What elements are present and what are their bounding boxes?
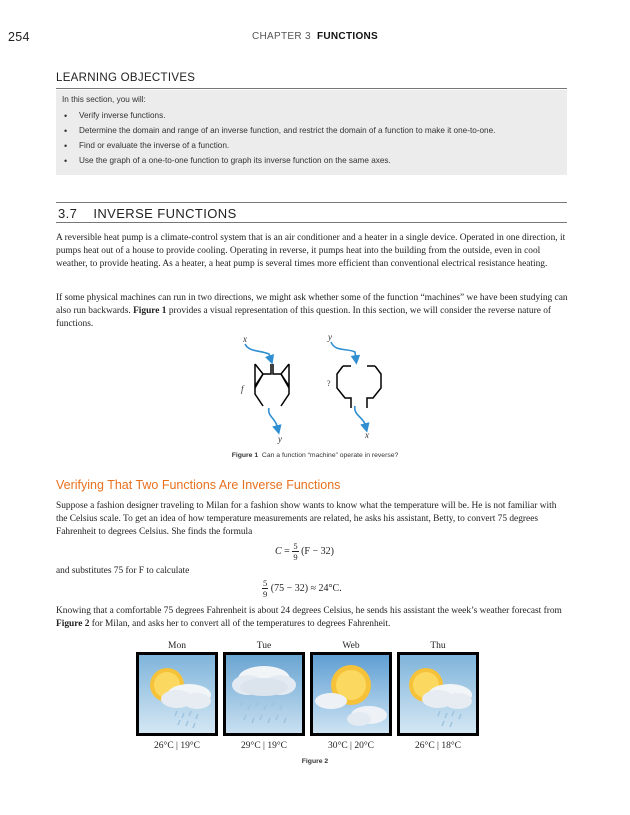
equation-rhs: (F − 32) <box>301 545 334 557</box>
sun-cloud-rain-icon <box>139 655 215 733</box>
paragraph-text: Knowing that a comfortable 75 degrees Fahrenheit is about 24 degrees Celsius, he sends his assistant the week’s weather forecast from <box>56 606 562 616</box>
caption-text: Can a function “machine” operate in reverse? <box>261 452 399 459</box>
function-machine-f <box>241 334 289 444</box>
figure-reference[interactable]: Figure 1 <box>133 306 167 317</box>
paragraph-text: If some physical machines can run in two directions, we might ask whether some of the function “machines” we have been studying can also run backwards. <box>56 293 568 317</box>
section-number: 3.7 <box>58 206 78 221</box>
figure-reference[interactable]: Figure 2 <box>56 619 90 630</box>
machine-outline <box>337 366 381 408</box>
sun-cloud-rain-icon <box>400 655 476 733</box>
chapter-label: CHAPTER 3 <box>251 31 311 42</box>
divider <box>56 222 567 223</box>
paragraph-forecast <box>56 605 570 631</box>
weather-tile-thu <box>397 652 479 736</box>
temp-label-mon: 26°C | 19°C <box>154 741 200 751</box>
chapter-title: FUNCTIONS <box>316 31 379 42</box>
weather-tile-tue <box>223 652 305 736</box>
day-label-mon: Mon <box>168 641 186 651</box>
input-arrow <box>331 342 356 360</box>
fraction <box>292 541 298 562</box>
input-label: x <box>243 334 247 344</box>
list-item: • Find or evaluate the inverse of a function. <box>64 140 495 155</box>
running-head <box>0 31 630 42</box>
paragraph-text: provides a visual representation of this question. In this section, we will consider the reverse nature of functions. <box>56 306 552 330</box>
output-arrow <box>269 408 278 430</box>
output-arrow <box>355 406 366 428</box>
weather-tile-wed <box>310 652 392 736</box>
learning-objectives-list <box>64 110 495 170</box>
machine-outline <box>255 364 289 406</box>
section-title <box>58 206 237 221</box>
function-label: f <box>241 384 244 394</box>
sun-cloud-icon <box>313 655 389 733</box>
figure-1-diagram <box>225 330 395 445</box>
day-label-wed: Web <box>342 641 360 651</box>
equation-rhs: (75 − 32) ≈ 24°C. <box>270 582 342 594</box>
numerator: 5 <box>263 578 268 588</box>
output-label: x <box>365 430 369 440</box>
input-arrow <box>245 344 271 360</box>
input-label: y <box>328 332 332 342</box>
paragraph-heat-pump: A reversible heat pump is a climate-control system that is an air conditioner and a heater in a single device. Operated in one direction, it pumps heat out of a house to provide cooling. Operating in reverse, it pumps heat into the building from the outside, even in cool weather, to provide heating. As a heater, a heat pump is several times more efficient than conventional electrical resistance heating. <box>56 233 566 270</box>
denominator: 9 <box>293 552 298 562</box>
paragraph-fashion-designer: Suppose a fashion designer traveling to Milan for a fashion show wants to know what the temperature will be. He is not familiar with the Celsius scale. To get an idea of how temperature measurements are related, he asks his assistant, Betty, to convert 75 degrees Fahrenheit to degrees Celsius. She finds the formula <box>56 501 557 538</box>
paragraph-text: for Milan, and asks her to convert all of the temperatures to degrees Fahrenheit. <box>89 619 391 630</box>
divider <box>56 88 567 89</box>
equation-celsius <box>275 541 334 562</box>
day-label-thu: Thu <box>430 641 446 651</box>
list-item: • Verify inverse functions. <box>64 110 495 125</box>
figure-1-caption <box>0 452 630 459</box>
learning-objectives-title: LEARNING OBJECTIVES <box>56 72 196 84</box>
cloud-rain-icon <box>226 655 302 733</box>
temp-label-thu: 26°C | 18°C <box>415 741 461 751</box>
temp-label-tue: 29°C | 19°C <box>241 741 287 751</box>
function-label: ? <box>327 379 331 388</box>
divider <box>56 202 567 203</box>
equation-equals: = <box>284 545 290 557</box>
temp-label-wed: 30°C | 20°C <box>328 741 374 751</box>
paragraph-substitutes: and substitutes 75 for F to calculate <box>56 566 190 576</box>
function-machine-reverse <box>327 332 381 440</box>
equation-lhs: C <box>275 545 282 557</box>
paragraph-machines <box>56 292 570 332</box>
figure-2-caption: Figure 2 <box>301 758 329 765</box>
denominator: 9 <box>263 589 268 599</box>
list-item: • Use the graph of a one-to-one function to graph its inverse function on the same axes. <box>64 155 495 170</box>
output-label: y <box>278 434 282 444</box>
page-number: 254 <box>8 30 30 44</box>
weather-tile-mon <box>136 652 218 736</box>
subsection-title: Verifying That Two Functions Are Inverse Functions <box>56 478 341 492</box>
fraction <box>262 578 268 599</box>
figure-label: Figure 1 <box>231 452 259 459</box>
day-label-tue: Tue <box>256 641 272 651</box>
equation-substitution <box>262 578 342 599</box>
list-item: • Determine the domain and range of an inverse function, and restrict the domain of a function to make it one-to-one. <box>64 125 495 140</box>
learning-objectives-intro: In this section, you will: <box>62 95 146 104</box>
section-name: INVERSE FUNCTIONS <box>93 206 237 221</box>
numerator: 5 <box>293 541 298 551</box>
